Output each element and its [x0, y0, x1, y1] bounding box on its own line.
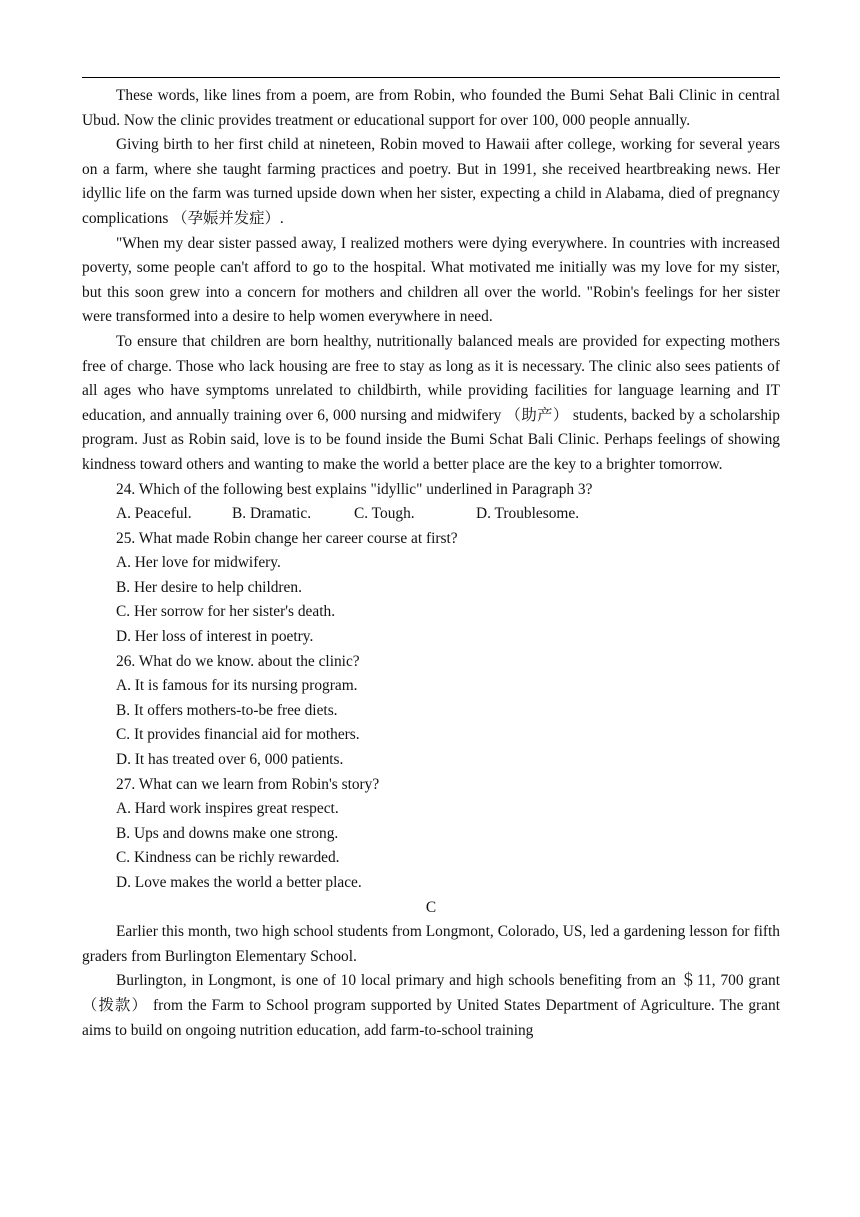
question-24 [82, 478, 780, 527]
question-25 [82, 527, 780, 650]
paragraph: Giving birth to her first child at nineteen, Robin moved to Hawaii after college, working for several years on a farm, where she taught farming practices and poetry. But in 1991, she received heartbreaking news. Her idyllic life on the farm was turned upside down when her sister, expecting a child in Alabama, died of pregnancy complications （孕娠并发症）. [82, 136, 780, 227]
paragraph: Earlier this month, two high school students from Longmont, Colorado, US, led a gardening lesson for fifth graders from Burlington Elementary School. [82, 923, 780, 965]
option-a: A. Her love for midwifery. [116, 554, 281, 572]
option-b: B. Dramatic. [232, 505, 312, 523]
paragraph: To ensure that children are born healthy, nutritionally balanced meals are provided for expecting mothers free of charge. Those who lack housing are free to stay as long as it is necessary. The clinic also sees patients of all ages who have symptoms unrelated to childbirth, while providing facilities for language learning and IT education, and annually training over 6, 000 nursing and midwifery （助产） students, backed by a scholarship program. Just as Robin said, love is to be found inside the Bumi Schat Bali Clinic. Perhaps feelings of showing kindness toward others and wanting to make the world a better place are the key to a brighter tomorrow. [82, 332, 780, 473]
question-27 [82, 773, 780, 896]
question-stem: 26. What do we know. about the clinic? [116, 652, 360, 670]
option-a: A. Peaceful. [116, 505, 192, 523]
option-b: B. It offers mothers-to-be free diets. [116, 701, 338, 719]
option-c: C. Tough. [354, 505, 415, 523]
paragraph: "When my dear sister passed away, I realized mothers were dying everywhere. In countries with increased poverty, some people can't afford to go to the hospital. What motivated me initially was my love for my sister, but this soon grew into a concern for mothers and children all over the world. "Robin's feelings for her sister were transformed into a desire to help women everywhere in need. [82, 234, 780, 326]
document-body [82, 84, 780, 1043]
paragraph: These words, like lines from a poem, are from Robin, who founded the Bumi Sehat Bali Clinic in central Ubud. Now the clinic provides treatment or educational support for over 100, 000 people annually. [82, 87, 780, 129]
option-d: D. It has treated over 6, 000 patients. [116, 751, 344, 769]
header-rule [82, 77, 780, 78]
section-heading: C [425, 898, 437, 916]
option-d: D. Her loss of interest in poetry. [116, 628, 314, 646]
option-d: D. Troublesome. [476, 505, 580, 523]
paragraph: Burlington, in Longmont, is one of 10 local primary and high schools benefiting from an ＄11, 700 grant （拨款） from the Farm to School program supported by United States Department of Agriculture. The grant aims to build on ongoing nutrition education, add farm-to-school training [82, 972, 780, 1039]
option-b: B. Ups and downs make one strong. [116, 824, 339, 842]
question-26 [82, 650, 780, 773]
option-b: B. Her desire to help children. [116, 578, 302, 596]
question-stem: 24. Which of the following best explains "idyllic" underlined in Paragraph 3? [116, 480, 593, 498]
option-c: C. It provides financial aid for mothers. [116, 726, 360, 744]
option-row [82, 502, 780, 527]
option-a: A. Hard work inspires great respect. [116, 800, 339, 818]
option-a: A. It is famous for its nursing program. [116, 677, 358, 695]
option-c: C. Kindness can be richly rewarded. [116, 849, 340, 867]
question-stem: 25. What made Robin change her career course at first? [116, 529, 458, 547]
option-c: C. Her sorrow for her sister's death. [116, 603, 336, 621]
option-d: D. Love makes the world a better place. [116, 874, 362, 891]
question-stem: 27. What can we learn from Robin's story? [116, 775, 380, 793]
